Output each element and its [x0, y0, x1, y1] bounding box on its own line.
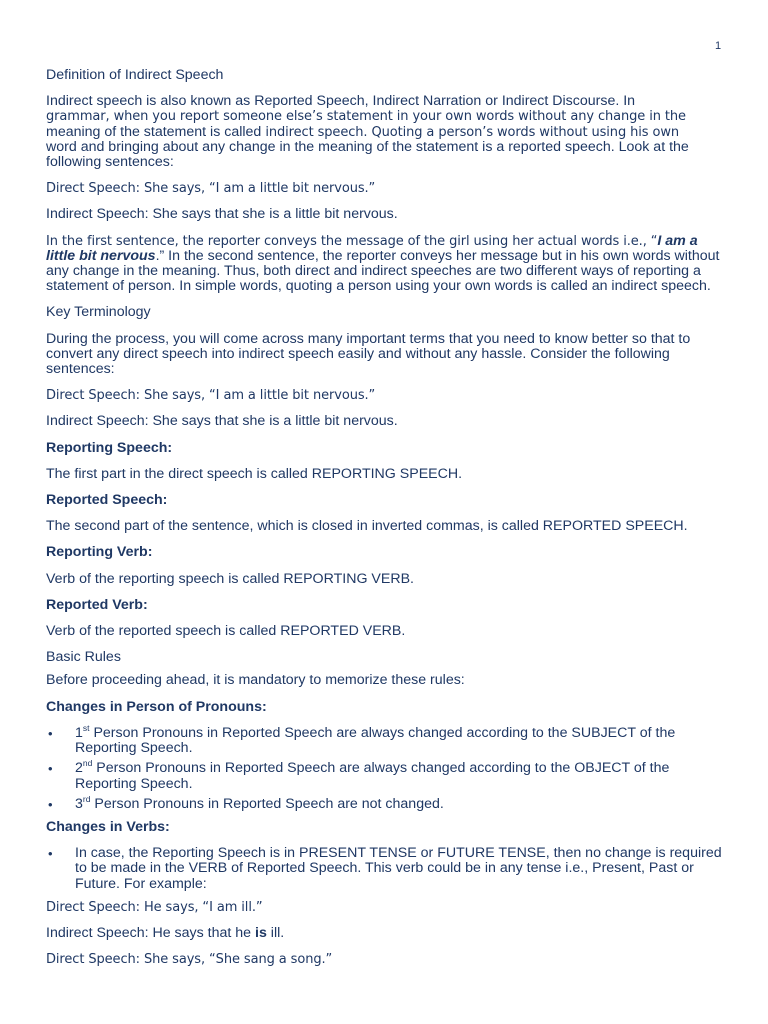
pronoun-rule-3-num: 3 — [75, 795, 83, 812]
term-reported-speech-label: Reported Speech: — [46, 492, 168, 509]
pronoun-rule-2 — [46, 758, 726, 792]
verbs-example1-direct: Direct Speech: He says, “I am ill.” — [46, 899, 263, 915]
pronouns-list — [46, 722, 726, 812]
intro-line-3b: indirect speech. Quoting a person’s words without using his own — [261, 124, 680, 140]
pronoun-rule-1-text: Person Pronouns in Reported Speech are always changed according to the SUBJECT of the Reporting Speech. — [75, 724, 676, 757]
intro-line-1: Indirect speech is also known as Reported Speech, Indirect Narration or Indirect Discourse. In — [46, 93, 636, 110]
verbs-list — [46, 846, 726, 892]
verbs-example1-indirect — [46, 926, 726, 941]
intro-line-2: grammar, when you report someone else’s statement in your own words without any change in the — [46, 109, 686, 125]
intro-line-3 — [46, 125, 726, 140]
verbs-example1-indirect-a: Indirect Speech: He says that he — [46, 924, 255, 941]
explanation-paragraph — [46, 234, 726, 295]
intro-line-3a: meaning of the statement is called — [46, 123, 262, 140]
heading-definition: Definition of Indirect Speech — [46, 67, 224, 83]
example2-direct: Direct Speech: She says, “I am a little bit nervous.” — [46, 388, 376, 404]
rules-intro: Before proceeding ahead, it is mandatory to memorize these rules: — [46, 672, 465, 689]
example1-indirect: Indirect Speech: She says that she is a little bit nervous. — [46, 206, 398, 223]
example1-direct: Direct Speech: She says, “I am a little bit nervous.” — [46, 181, 376, 197]
term-reported-speech-text: The second part of the sentence, which is closed in inverted commas, is called REPORTED SPEECH. — [46, 518, 688, 535]
explanation-quote: I am a little bit nervous — [46, 232, 698, 264]
verbs-example1-indirect-b: ill. — [266, 924, 285, 941]
term-reporting-speech-label: Reporting Speech: — [46, 439, 173, 456]
document-body — [46, 68, 726, 967]
pronoun-rule-2-text: Person Pronouns in Reported Speech are always changed according to the OBJECT of the Reporting Speech. — [75, 760, 670, 792]
example2-indirect: Indirect Speech: She says that she is a little bit nervous. — [46, 413, 398, 430]
term-reporting-speech-text: The first part in the direct speech is called REPORTING SPEECH. — [46, 465, 463, 482]
verbs-heading: Changes in Verbs: — [46, 818, 170, 835]
explanation-a: In the first sentence, the reporter conveys the message of the girl using her actual words i.e., “ — [46, 233, 658, 249]
pronoun-rule-1-sup: st — [82, 722, 90, 733]
term-reporting-verb-text: Verb of the reporting speech is called REPORTING VERB. — [46, 570, 414, 587]
pronoun-rule-2-sup: nd — [82, 758, 93, 769]
pronoun-rule-2-num: 2 — [75, 760, 83, 777]
intro-line-4: word and bringing about any change in the meaning of the statement is a reported speech. Look at the following sentences: — [46, 138, 689, 171]
heading-terminology: Key Terminology — [46, 304, 151, 321]
terminology-intro: During the process, you will come across many important terms that you need to know better so that to convert any direct speech into indirect speech easily and without any hassle. Consider the following sentences: — [46, 330, 691, 378]
term-reported-verb-label: Reported Verb: — [46, 596, 148, 613]
term-reported-verb-text: Verb of the reported speech is called REPORTED VERB. — [46, 623, 406, 640]
explanation-b: .” In the second sentence, the reporter conveys her message but in his own words without any change in the meaning. Thus, both direct and indirect speeches are two different ways of reporting a statement of person. In simple words, quoting a person using your own words is called an indirect speech. — [46, 247, 720, 295]
term-reporting-verb-label: Reporting Verb: — [46, 544, 153, 561]
page-number: 1 — [715, 40, 722, 52]
pronoun-rule-3-text: Person Pronouns in Reported Speech are not changed. — [90, 795, 444, 812]
verb-rule-1: • In case, the Reporting Speech is in PRESENT TENSE or FUTURE TENSE, then no change is required to be made in the VERB of Reported Speech. This verb could be in any tense i.e., Present, Past or Future. For example: — [46, 846, 726, 892]
verbs-example1-indirect-bold: is — [255, 924, 267, 941]
pronoun-rule-1-num: 1 — [75, 724, 83, 741]
verbs-example2-direct: Direct Speech: She says, “She sang a song.” — [46, 952, 333, 968]
pronoun-rule-3 — [46, 793, 726, 812]
pronoun-rule-3-sup: rd — [82, 793, 91, 804]
intro-paragraph — [46, 94, 726, 170]
pronouns-heading: Changes in Person of Pronouns: — [46, 698, 267, 715]
pronoun-rule-1 — [46, 722, 726, 757]
heading-rules: Basic Rules — [46, 649, 121, 666]
